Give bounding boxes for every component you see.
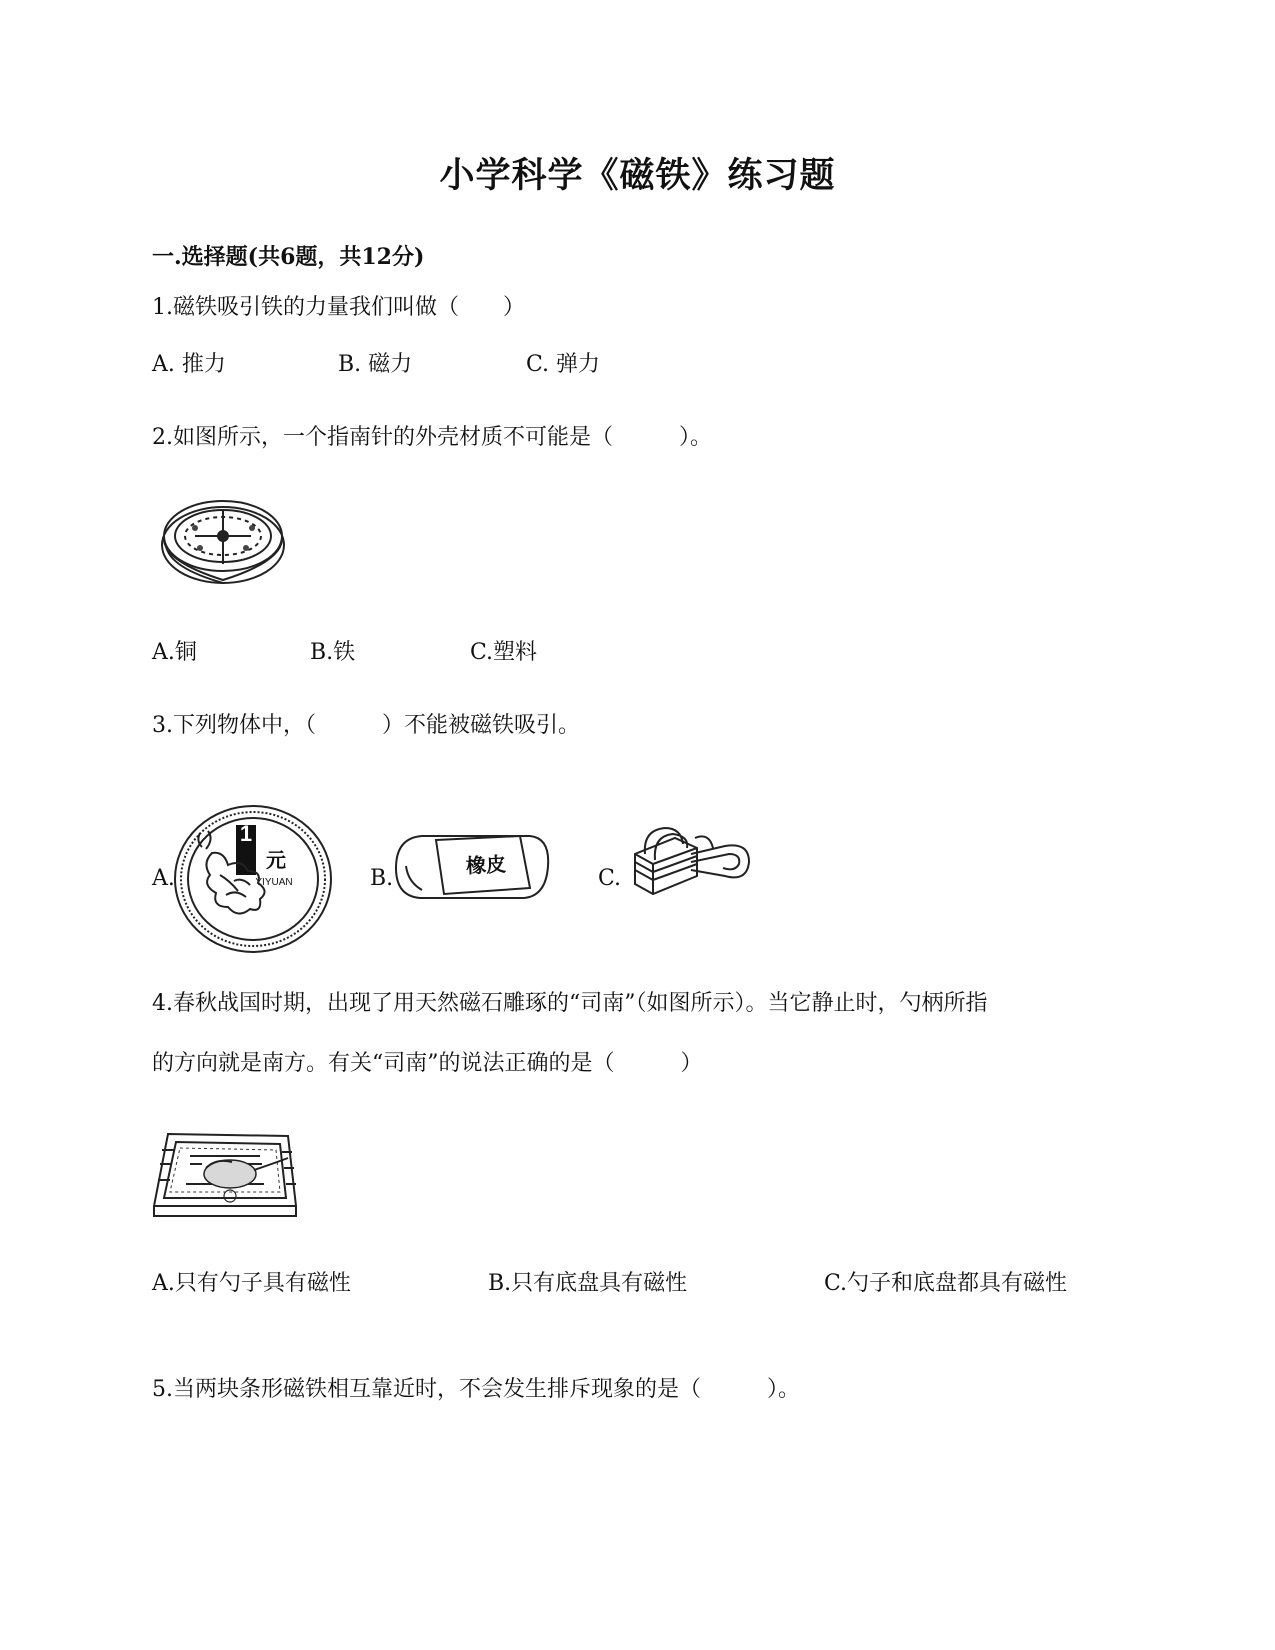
question-3-text: 3.下列物体中，（ ）不能被磁铁吸引。 bbox=[152, 713, 580, 738]
question-1-option-a: A. 推力 bbox=[152, 352, 226, 377]
question-4-option-a: A.只有勺子具有磁性 bbox=[152, 1271, 351, 1296]
coin-text: YIYUAN bbox=[255, 877, 293, 888]
compass-image bbox=[160, 490, 290, 590]
eraser-image bbox=[392, 830, 552, 904]
question-2-text: 2.如图所示，一个指南针的外壳材质不可能是（ ）。 bbox=[152, 425, 712, 450]
sinan-image bbox=[150, 1130, 305, 1225]
eraser-label: 橡皮 bbox=[465, 851, 507, 879]
question-2-option-b: B.铁 bbox=[310, 640, 356, 665]
question-3-option-c: C. bbox=[598, 866, 622, 891]
question-1-text: 1.磁铁吸引铁的力量我们叫做（ ） bbox=[152, 295, 525, 320]
question-1-option-b: B. 磁力 bbox=[338, 352, 413, 377]
coin-image bbox=[172, 803, 334, 955]
question-3-option-a: A. bbox=[152, 866, 175, 891]
question-1-option-c: C. 弹力 bbox=[526, 352, 601, 377]
question-4-option-b: B.只有底盘具有磁性 bbox=[488, 1271, 688, 1296]
coin-number: 1 bbox=[239, 821, 253, 846]
binder-clip-image bbox=[625, 818, 755, 908]
question-2-option-a: A.铜 bbox=[152, 640, 197, 665]
page-title: 小学科学《磁铁》练习题 bbox=[439, 155, 836, 196]
question-5-text: 5.当两块条形磁铁相互靠近时，不会发生排斥现象的是（ ）。 bbox=[152, 1377, 800, 1402]
coin-unit: 元 bbox=[266, 848, 286, 872]
question-4-text-line2: 的方向就是南方。有关“司南”的说法正确的是（ ） bbox=[152, 1051, 703, 1076]
question-3-option-b: B. bbox=[370, 866, 394, 891]
question-4-option-c: C.勺子和底盘都具有磁性 bbox=[824, 1271, 1068, 1296]
section-heading: 一.选择题(共6题，共12分) bbox=[152, 244, 425, 270]
question-2-option-c: C.塑料 bbox=[470, 640, 538, 665]
question-4-text-line1: 4.春秋战国时期，出现了用天然磁石雕琢的“司南”（如图所示）。当它静止时，勺柄所指 bbox=[152, 991, 988, 1016]
